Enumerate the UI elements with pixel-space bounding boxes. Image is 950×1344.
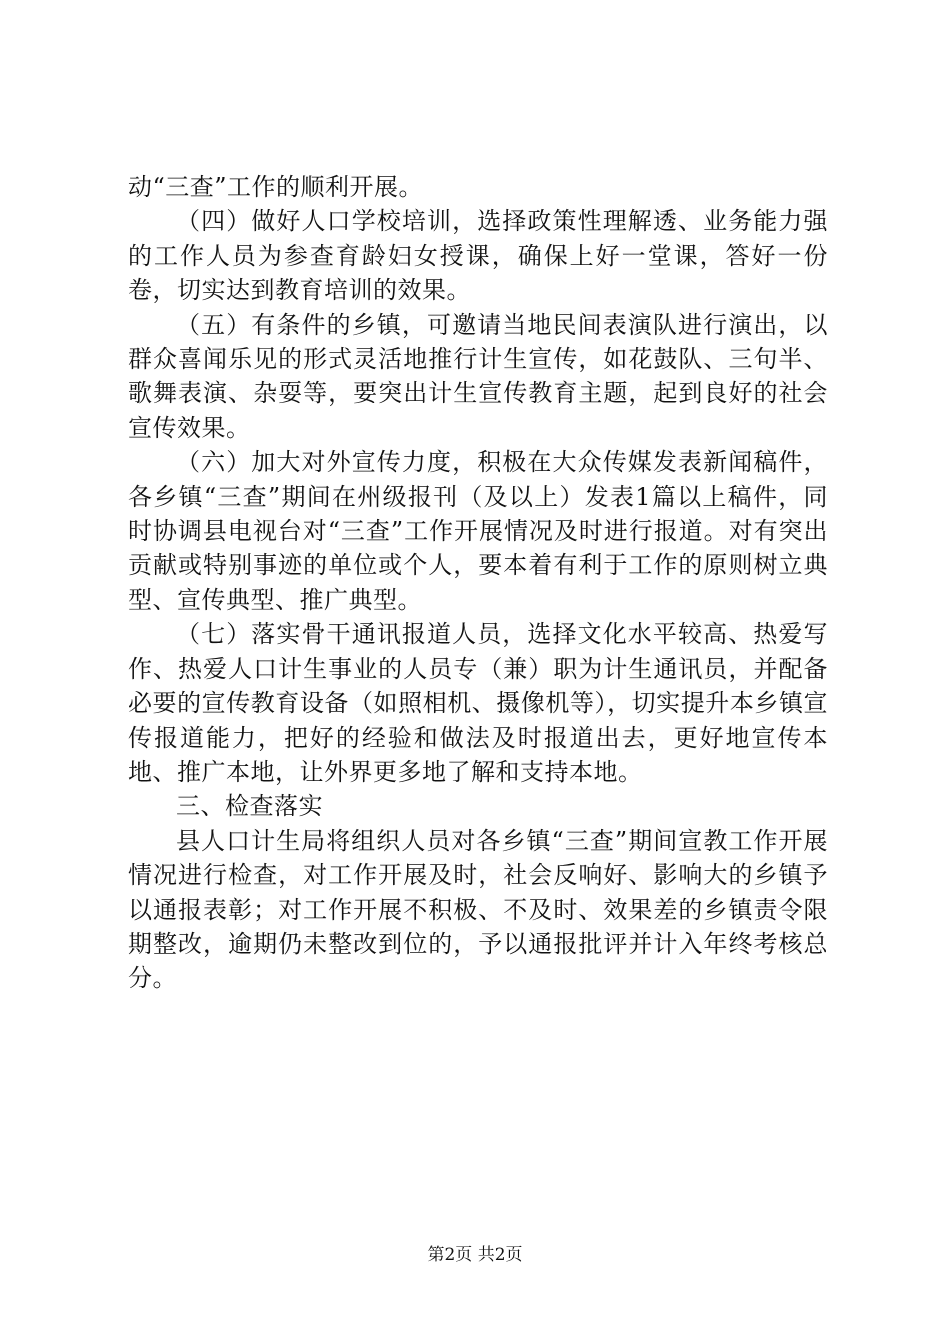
paragraph-continuation: 动“三查”工作的顺利开展。	[128, 173, 424, 201]
paragraph-item-6: （六）加大对外宣传力度，积极在大众传媒发表新闻稿件，各乡镇“三查”期间在州级报刊（及以上）发表1篇以上稿件，同时协调县电视台对“三查”工作开展情况及时进行报道。对有突出贡献或特别事迹的单位或个人，要本着有利于工作的原则树立典型、宣传典型、推广典型。	[128, 448, 828, 614]
section-heading: 三、检查落实	[176, 792, 323, 821]
page-footer: 第2页 共2页	[427, 1245, 523, 1265]
paragraph-item-4: （四）做好人口学校培训，选择政策性理解透、业务能力强的工作人员为参查育龄妇女授课，确保上好一堂课，答好一份卷，切实达到教育培训的效果。	[128, 207, 828, 305]
document-body	[128, 170, 828, 996]
paragraph-item-7: （七）落实骨干通讯报道人员，选择文化水平较高、热爱写作、热爱人口计生事业的人员专（兼）职为计生通讯员，并配备必要的宣传教育设备（如照相机、摄像机等），切实提升本乡镇宣传报道能力，把好的经验和做法及时报道出去，更好地宣传本地、推广本地，让外界更多地了解和支持本地。	[128, 620, 828, 786]
paragraph-item-5: （五）有条件的乡镇，可邀请当地民间表演队进行演出，以群众喜闻乐见的形式灵活地推行计生宣传，如花鼓队、三句半、歌舞表演、杂耍等，要突出计生宣传教育主题，起到良好的社会宣传效果。	[128, 310, 828, 442]
paragraph-inspection: 县人口计生局将组织人员对各乡镇“三查”期间宣教工作开展情况进行检查，对工作开展及时，社会反响好、影响大的乡镇予以通报表彰；对工作开展不积极、不及时、效果差的乡镇责令限期整改，逾期仍未整改到位的，予以通报批评并计入年终考核总分。	[128, 826, 828, 993]
